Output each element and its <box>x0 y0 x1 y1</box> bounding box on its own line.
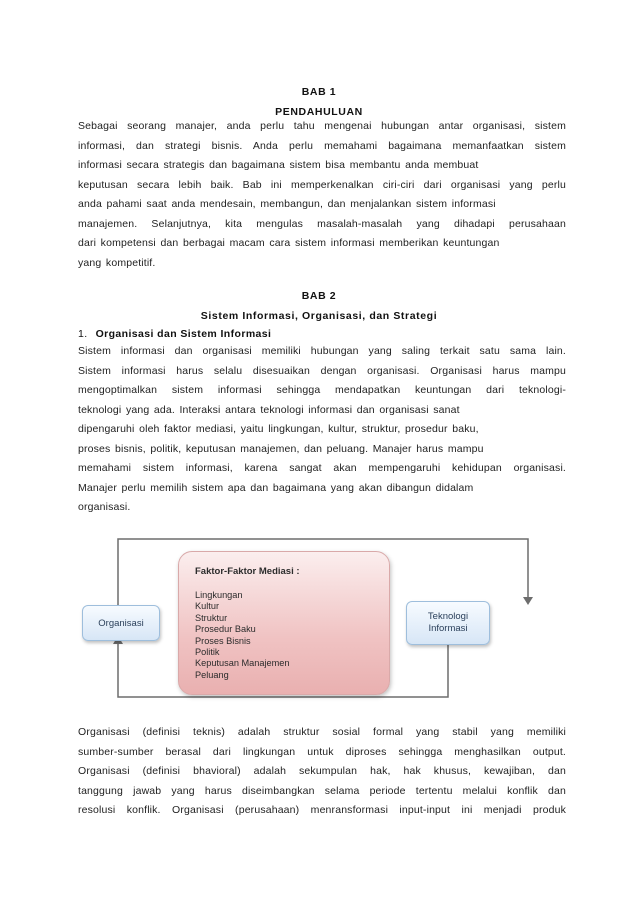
list-item: Keputusan Manajemen <box>195 658 290 669</box>
paragraph-line: informasi secara strategis dan bagaimana sistem bisa membantu anda membuat <box>78 159 479 171</box>
paragraph-line: teknologi yang ada. Interaksi antara teknologi informasi dan organisasi sanat <box>78 403 460 416</box>
paragraph-line: dari kompetensi dan berbagai macam cara sistem informasi memberikan keuntungan <box>78 237 500 249</box>
paragraph-line: dipengaruhi oleh faktor mediasi, yaitu lingkungan, kultur, struktur, prosedur baku, <box>78 423 479 435</box>
bab1-subtitle: PENDAHULUAN <box>275 106 363 118</box>
paragraph-line: organisasi. <box>78 501 131 513</box>
paragraph-line: informasi, dan strategi bisnis. Anda perlu memahami bagaimana memanfaatkan sistem <box>78 139 566 152</box>
list-item: Proses Bisnis <box>195 635 251 646</box>
list-item: Struktur <box>195 612 228 623</box>
paragraph-line: anda pahami saat anda mendesain, membangun, dan menjalankan sistem informasi <box>78 198 496 210</box>
bab1-paragraph <box>78 117 566 273</box>
box-label: Informasi <box>428 623 468 634</box>
teknologi-informasi-box <box>406 601 490 645</box>
section-number: 1. <box>78 328 88 340</box>
mediating-factors-diagram <box>78 527 568 705</box>
list-item: Lingkungan <box>195 590 243 600</box>
paragraph-line: yang kompetitif. <box>78 256 156 269</box>
paragraph-line: manajemen. Selanjutnya, kita mengulas masalah-masalah yang dihadapi perusahaan <box>78 217 566 230</box>
paragraph-line: Sebagai seorang manajer, anda perlu tahu mengenai hubungan antar organisasi, sistem <box>78 120 566 132</box>
paragraph-line: Organisasi (definisi teknis) adalah struktur sosial formal yang stabil yang memiliki <box>78 726 566 738</box>
paragraph-line: Organisasi (definisi bhavioral) adalah sekumpulan hak, hak khusus, kewajiban, dan <box>78 765 566 777</box>
section-heading <box>78 328 271 340</box>
mediating-factors-box <box>178 551 390 695</box>
paragraph-line: Sistem informasi harus selalu disesuaikan dengan organisasi. Organisasi harus mampu <box>78 364 566 377</box>
paragraph-line: resolusi konflik. Organisasi (perusahaan) menransformasi input-input ini menjadi produk <box>78 804 566 816</box>
bab2-paragraph <box>78 342 566 518</box>
section-title: Organisasi dan Sistem Informasi <box>95 328 272 340</box>
list-item: Kultur <box>195 601 220 612</box>
paragraph-line: tanggung jawab yang harus diseimbangkan selama periode tertentu melalui konflik dan <box>78 784 566 797</box>
box-label: Teknologi <box>427 611 469 622</box>
bab2-subtitle: Sistem Informasi, Organisasi, dan Strategi <box>200 310 438 322</box>
list-item: Prosedur Baku <box>195 624 256 635</box>
paragraph-line: sumber-sumber berasal dari lingkungan untuk diproses sehingga menghasilkan output. <box>78 745 566 758</box>
paragraph-line: mengoptimalkan sistem informasi sehingga mendapatkan keuntungan dari teknologi- <box>78 384 566 396</box>
bab1-title: BAB 1 <box>301 86 337 98</box>
bottom-paragraph <box>78 723 566 821</box>
arrowhead-down-icon <box>523 597 533 605</box>
list-item: Politik <box>195 647 220 658</box>
paragraph-line: Manajer perlu memilih sistem apa dan bagaimana yang akan dibangun didalam <box>78 481 474 494</box>
paragraph-line: keputusan secara lebih baik. Bab ini memperkenalkan ciri-ciri dari organisasi yang perlu <box>78 178 566 191</box>
bab2-title: BAB 2 <box>301 290 337 302</box>
list-item: Peluang <box>195 669 229 680</box>
paragraph-line: Sistem informasi dan organisasi memiliki hubungan yang saling terkait satu sama lain. <box>78 345 566 357</box>
paragraph-line: memahami sistem informasi, karena sangat akan mempengaruhi kehidupan organisasi. <box>78 462 566 474</box>
organisasi-box: Organisasi <box>82 605 160 641</box>
mediating-factors-title: Faktor-Faktor Mediasi : <box>195 566 300 577</box>
mediating-factors-list <box>195 590 290 681</box>
paragraph-line: proses bisnis, politik, keputusan manajemen, dan peluang. Manajer harus mampu <box>78 442 484 455</box>
